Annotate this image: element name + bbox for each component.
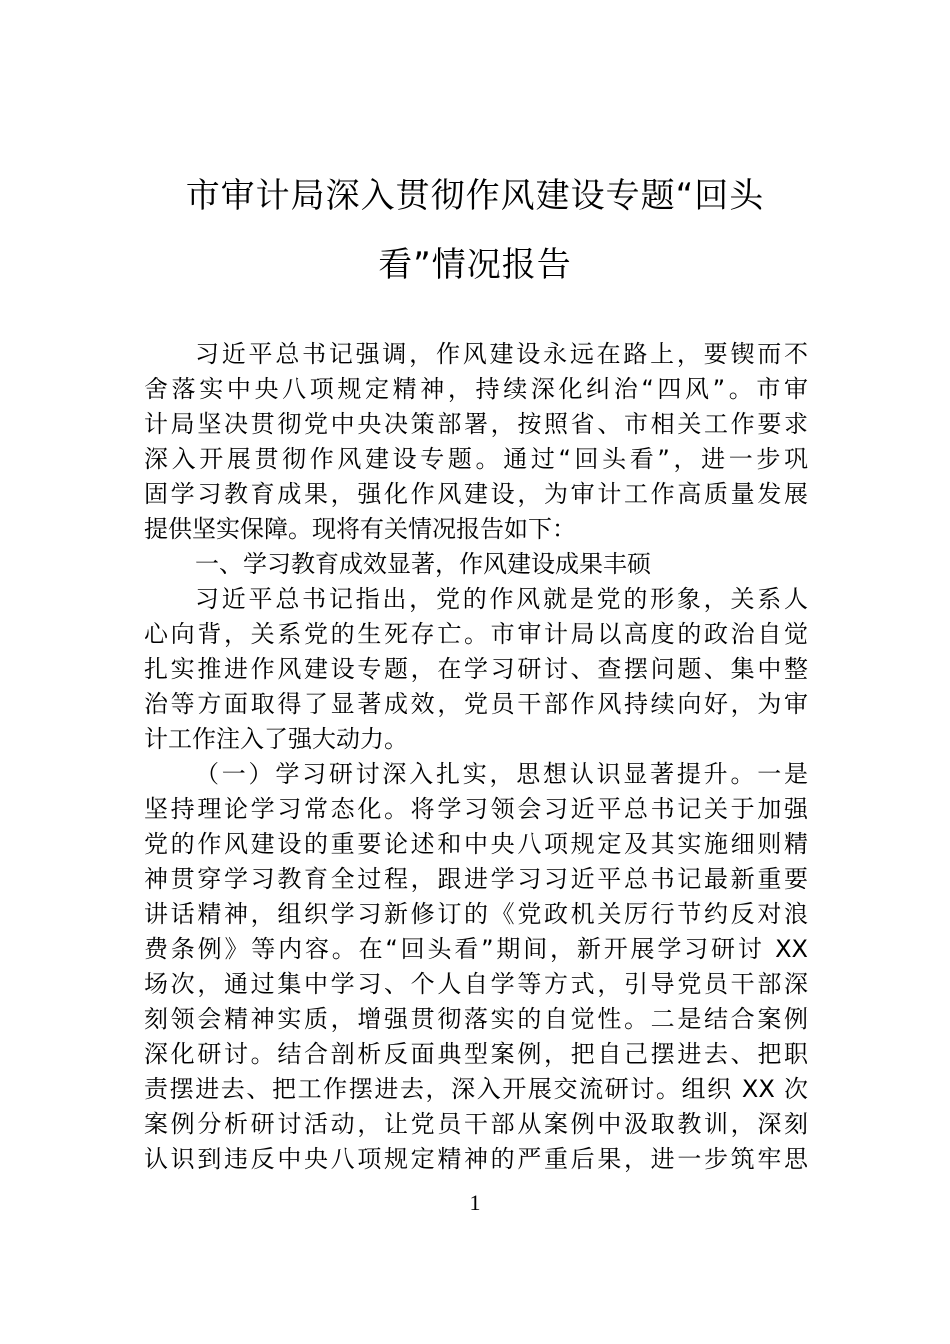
section-heading: 一、学习教育成效显著，作风建设成果丰硕: [195, 550, 651, 578]
body-line: 治等方面取得了显著成效，党员干部作风持续向好，为审: [144, 690, 808, 718]
page-number: 1: [469, 1190, 481, 1215]
body-line: 深入开展贯彻作风建设专题。通过“回头看”，进一步巩: [144, 445, 808, 473]
body-line: 案例分析研讨活动，让党员干部从案例中汲取教训，深刻: [144, 1110, 808, 1138]
body-line: （一）学习研讨深入扎实，思想认识显著提升。一是: [195, 760, 808, 788]
document-title-line-2: 看”情况报告: [378, 245, 572, 285]
body-line: 责摆进去、把工作摆进去，深入开展交流研讨。组织 XX 次: [144, 1075, 808, 1103]
body-line: 费条例》等内容。在“回头看”期间，新开展学习研讨 XX: [144, 935, 808, 963]
body-line: 固学习教育成果，强化作风建设，为审计工作高质量发展: [144, 480, 808, 508]
body-line: 党的作风建设的重要论述和中央八项规定及其实施细则精: [144, 830, 808, 858]
body-line: 刻领会精神实质，增强贯彻落实的自觉性。二是结合案例: [144, 1005, 808, 1033]
body-line: 深化研讨。结合剖析反面典型案例，把自己摆进去、把职: [144, 1040, 808, 1068]
body-line: 扎实推进作风建设专题，在学习研讨、查摆问题、集中整: [144, 655, 808, 683]
body-line: 场次，通过集中学习、个人自学等方式，引导党员干部深: [144, 970, 808, 998]
body-line: 习近平总书记强调，作风建设永远在路上，要锲而不: [195, 340, 808, 368]
body-line: 坚持理论学习常态化。将学习领会习近平总书记关于加强: [144, 795, 808, 823]
body-line: 讲话精神，组织学习新修订的《党政机关厉行节约反对浪: [144, 900, 808, 928]
body-line: 计工作注入了强大动力。: [144, 725, 408, 753]
body-line: 神贯穿学习教育全过程，跟进学习习近平总书记最新重要: [144, 865, 808, 893]
body-line: 习近平总书记指出，党的作风就是党的形象，关系人: [195, 585, 808, 613]
body-line: 心向背，关系党的生死存亡。市审计局以高度的政治自觉: [144, 620, 808, 648]
body-line: 舍落实中央八项规定精神，持续深化纠治“四风”。市审: [144, 375, 808, 403]
body-line: 认识到违反中央八项规定精神的严重后果，进一步筑牢思: [144, 1145, 808, 1173]
document-title-line-1: 市审计局深入贯彻作风建设专题“回头: [185, 176, 765, 216]
body-line: 提供坚实保障。现将有关情况报告如下：: [144, 515, 576, 543]
body-line: 计局坚决贯彻党中央决策部署，按照省、市相关工作要求: [144, 410, 808, 438]
